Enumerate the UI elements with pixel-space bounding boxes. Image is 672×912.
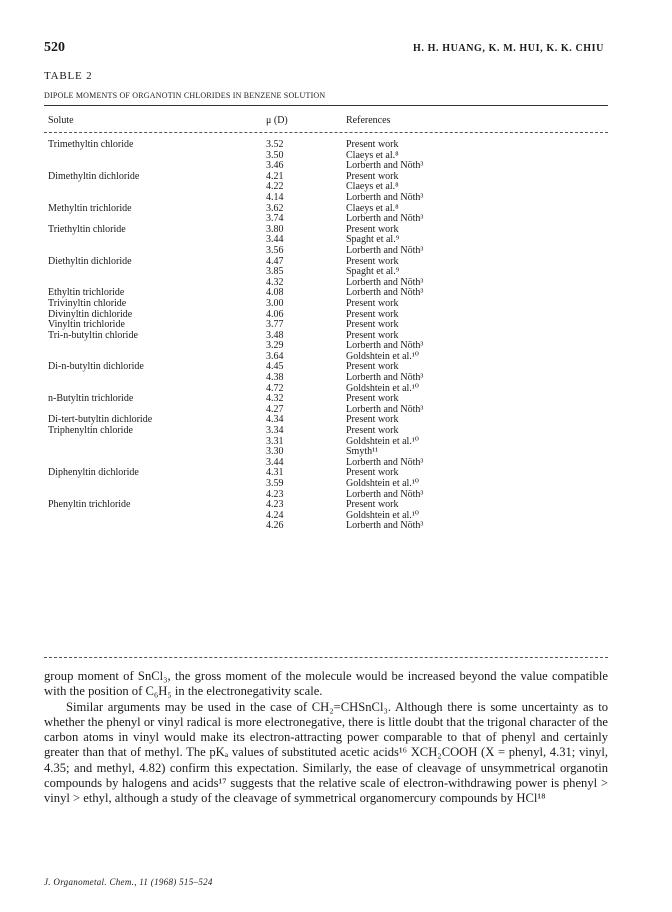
dipole-cell: 3.64 bbox=[266, 350, 284, 362]
reference-cell: Claeys et al.⁸ bbox=[346, 202, 399, 214]
paragraph: Similar arguments may be used in the case of CH₂=CHSnCl₃. Although there is some uncertainty as to whether the phenyl or vinyl radical is more electronegative, there is little doubt that the trigonal character of the carbon atoms in vinyl would make its electron-attracting power comparable to that of phenyl and certainly greater than that of methyl. The pKₐ values of substituted acetic acids¹⁶ XCH₂COOH (X = phenyl, 4.31; vinyl, 4.35; and methyl, 4.82) confirm this expectation. Similarly, the ease of cleavage of unsymmetrical organotin compounds by halogens and acids¹⁷ suggests that the relative scale of electron-withdrawing power is phenyl > vinyl > ethyl, although a study of the cleavage of symmetrical organomercury compounds by HCl¹⁸ bbox=[44, 699, 608, 806]
reference-cell: Present work bbox=[346, 223, 399, 235]
solute-cell: Phenyltin trichloride bbox=[48, 499, 131, 511]
table-row bbox=[44, 310, 608, 321]
solute-cell: Dimethyltin dichloride bbox=[48, 170, 140, 182]
table-row bbox=[44, 341, 608, 352]
dipole-cell: 4.34 bbox=[266, 414, 284, 426]
dipole-cell: 4.32 bbox=[266, 393, 284, 405]
reference-cell: Lorberth and Nöth³ bbox=[346, 276, 424, 288]
reference-cell: Present work bbox=[346, 319, 399, 331]
dipole-cell: 4.21 bbox=[266, 170, 284, 182]
solute-cell: Di-tert-butyltin dichloride bbox=[48, 414, 153, 426]
reference-cell: Spaght et al.⁹ bbox=[346, 266, 400, 278]
reference-cell: Lorberth and Nöth³ bbox=[346, 191, 424, 203]
dipole-cell: 4.23 bbox=[266, 499, 284, 511]
table-row bbox=[44, 521, 608, 532]
table-row bbox=[44, 151, 608, 162]
table-row bbox=[44, 235, 608, 246]
reference-cell: Lorberth and Nöth³ bbox=[346, 244, 424, 256]
reference-cell: Present work bbox=[346, 170, 399, 182]
reference-cell: Lorberth and Nöth³ bbox=[346, 403, 424, 415]
reference-cell: Present work bbox=[346, 329, 399, 341]
dipole-cell: 4.27 bbox=[266, 403, 284, 415]
reference-cell: Lorberth and Nöth³ bbox=[346, 160, 424, 172]
solute-cell: Trivinyltin chloride bbox=[48, 297, 127, 309]
table-row bbox=[44, 511, 608, 522]
reference-cell: Goldshtein et al.¹⁰ bbox=[346, 435, 419, 447]
table-row bbox=[44, 362, 608, 373]
page-number: 520 bbox=[44, 40, 65, 55]
solute-cell: n-Butyltin trichloride bbox=[48, 393, 134, 405]
reference-cell: Present work bbox=[346, 255, 399, 267]
dipole-cell: 4.22 bbox=[266, 181, 284, 193]
solute-cell: Divinyltin dichloride bbox=[48, 308, 133, 320]
dipole-cell: 3.56 bbox=[266, 244, 284, 256]
solute-cell: Tri-n-butyltin chloride bbox=[48, 329, 138, 341]
table-row bbox=[44, 373, 608, 384]
table-header-rule bbox=[44, 132, 608, 133]
table-row bbox=[44, 193, 608, 204]
table-row bbox=[44, 140, 608, 151]
reference-cell: Claeys et al.⁸ bbox=[346, 181, 399, 193]
table-row bbox=[44, 394, 608, 405]
dipole-cell: 3.85 bbox=[266, 266, 284, 278]
dipole-cell: 3.29 bbox=[266, 340, 284, 352]
reference-cell: Smyth¹¹ bbox=[346, 446, 379, 458]
dipole-cell: 3.52 bbox=[266, 139, 284, 150]
reference-cell: Lorberth and Nöth³ bbox=[346, 287, 424, 299]
dipole-cell: 3.31 bbox=[266, 435, 284, 447]
table-row bbox=[44, 172, 608, 183]
solute-cell: Diethyltin dichloride bbox=[48, 255, 132, 267]
dipole-cell: 3.80 bbox=[266, 223, 284, 235]
table-row bbox=[44, 288, 608, 299]
page-header bbox=[44, 40, 604, 56]
reference-cell: Present work bbox=[346, 297, 399, 309]
dipole-cell: 3.48 bbox=[266, 329, 284, 341]
table-row bbox=[44, 331, 608, 342]
dipole-cell: 4.45 bbox=[266, 361, 284, 373]
dipole-cell: 3.77 bbox=[266, 319, 284, 331]
reference-cell: Lorberth and Nöth³ bbox=[346, 213, 424, 225]
dipole-cell: 4.31 bbox=[266, 467, 284, 479]
table-title: DIPOLE MOMENTS OF ORGANOTIN CHLORIDES IN BENZENE SOLUTION bbox=[44, 91, 326, 100]
table-bottom-rule bbox=[44, 657, 608, 658]
dipole-cell: 4.08 bbox=[266, 287, 284, 299]
column-header-references: References bbox=[346, 115, 391, 126]
reference-cell: Lorberth and Nöth³ bbox=[346, 340, 424, 352]
dipole-cell: 4.47 bbox=[266, 255, 284, 267]
dipole-cell: 4.14 bbox=[266, 191, 284, 203]
solute-cell: Vinyltin trichloride bbox=[48, 319, 125, 331]
reference-cell: Goldshtein et al.¹⁰ bbox=[346, 509, 419, 521]
table-row bbox=[44, 257, 608, 268]
solute-cell: Triethyltin chloride bbox=[48, 223, 126, 235]
solute-cell: Di-n-butyltin dichloride bbox=[48, 361, 144, 373]
table-row bbox=[44, 246, 608, 257]
table-label: TABLE 2 bbox=[44, 70, 93, 82]
dipole-cell: 3.34 bbox=[266, 425, 284, 437]
reference-cell: Present work bbox=[346, 393, 399, 405]
reference-cell: Present work bbox=[346, 139, 399, 150]
table-row bbox=[44, 214, 608, 225]
reference-cell: Present work bbox=[346, 467, 399, 479]
solute-cell: Methyltin trichloride bbox=[48, 202, 132, 214]
paragraph: group moment of SnCl₃, the gross moment of the molecule would be increased beyond the value compatible with the position of C₆H₅ in the electronegativity scale. bbox=[44, 669, 608, 699]
table-row bbox=[44, 437, 608, 448]
dipole-cell: 4.72 bbox=[266, 382, 284, 394]
dipole-cell: 3.74 bbox=[266, 213, 284, 225]
table-row bbox=[44, 182, 608, 193]
reference-cell: Lorberth and Nöth³ bbox=[346, 372, 424, 384]
column-header-dipole: μ (D) bbox=[266, 115, 288, 126]
reference-cell: Present work bbox=[346, 361, 399, 373]
dipole-cell: 3.62 bbox=[266, 202, 284, 214]
dipole-cell: 4.38 bbox=[266, 372, 284, 384]
reference-cell: Lorberth and Nöth³ bbox=[346, 520, 424, 532]
dipole-cell: 4.26 bbox=[266, 520, 284, 532]
running-head: H. H. HUANG, K. M. HUI, K. K. CHIU bbox=[413, 43, 604, 54]
table-top-rule bbox=[44, 105, 608, 106]
reference-cell: Present work bbox=[346, 425, 399, 437]
table-row bbox=[44, 204, 608, 215]
dipole-cell: 4.06 bbox=[266, 308, 284, 320]
reference-cell: Goldshtein et al.¹⁰ bbox=[346, 382, 419, 394]
solute-cell: Diphenyltin dichloride bbox=[48, 467, 139, 479]
table-row bbox=[44, 225, 608, 236]
solute-cell: Ethyltin trichloride bbox=[48, 287, 125, 299]
dipole-cell: 3.59 bbox=[266, 478, 284, 489]
reference-cell: Present work bbox=[346, 308, 399, 320]
dipole-cell: 3.30 bbox=[266, 446, 284, 458]
table-row bbox=[44, 278, 608, 289]
dipole-cell: 3.46 bbox=[266, 160, 284, 172]
dipole-cell: 4.23 bbox=[266, 488, 284, 500]
solute-cell: Triphenyltin chloride bbox=[48, 425, 133, 437]
table-row bbox=[44, 479, 608, 490]
reference-cell: Lorberth and Nöth³ bbox=[346, 488, 424, 500]
dipole-cell: 3.44 bbox=[266, 234, 284, 246]
table-row bbox=[44, 299, 608, 310]
table-row bbox=[44, 426, 608, 437]
table-row bbox=[44, 447, 608, 458]
table-row bbox=[44, 267, 608, 278]
solute-cell: Trimethyltin chloride bbox=[48, 139, 134, 150]
dipole-cell: 4.24 bbox=[266, 509, 284, 521]
reference-cell: Spaght et al.⁹ bbox=[346, 234, 400, 246]
dipole-cell: 3.50 bbox=[266, 149, 284, 161]
body-text bbox=[44, 669, 608, 807]
column-header-solute: Solute bbox=[48, 115, 74, 126]
reference-cell: Present work bbox=[346, 414, 399, 426]
table-row bbox=[44, 468, 608, 479]
dipole-cell: 4.32 bbox=[266, 276, 284, 288]
reference-cell: Lorberth and Nöth³ bbox=[346, 456, 424, 468]
journal-citation: J. Organometal. Chem., 11 (1968) 515–524 bbox=[44, 877, 213, 887]
dipole-cell: 3.00 bbox=[266, 297, 284, 309]
reference-cell: Goldshtein et al.¹⁰ bbox=[346, 478, 419, 489]
reference-cell: Goldshtein et al.¹⁰ bbox=[346, 350, 419, 362]
reference-cell: Present work bbox=[346, 499, 399, 511]
table-row bbox=[44, 500, 608, 511]
dipole-cell: 3.44 bbox=[266, 456, 284, 468]
table-body bbox=[44, 140, 608, 532]
reference-cell: Claeys et al.⁸ bbox=[346, 149, 399, 161]
